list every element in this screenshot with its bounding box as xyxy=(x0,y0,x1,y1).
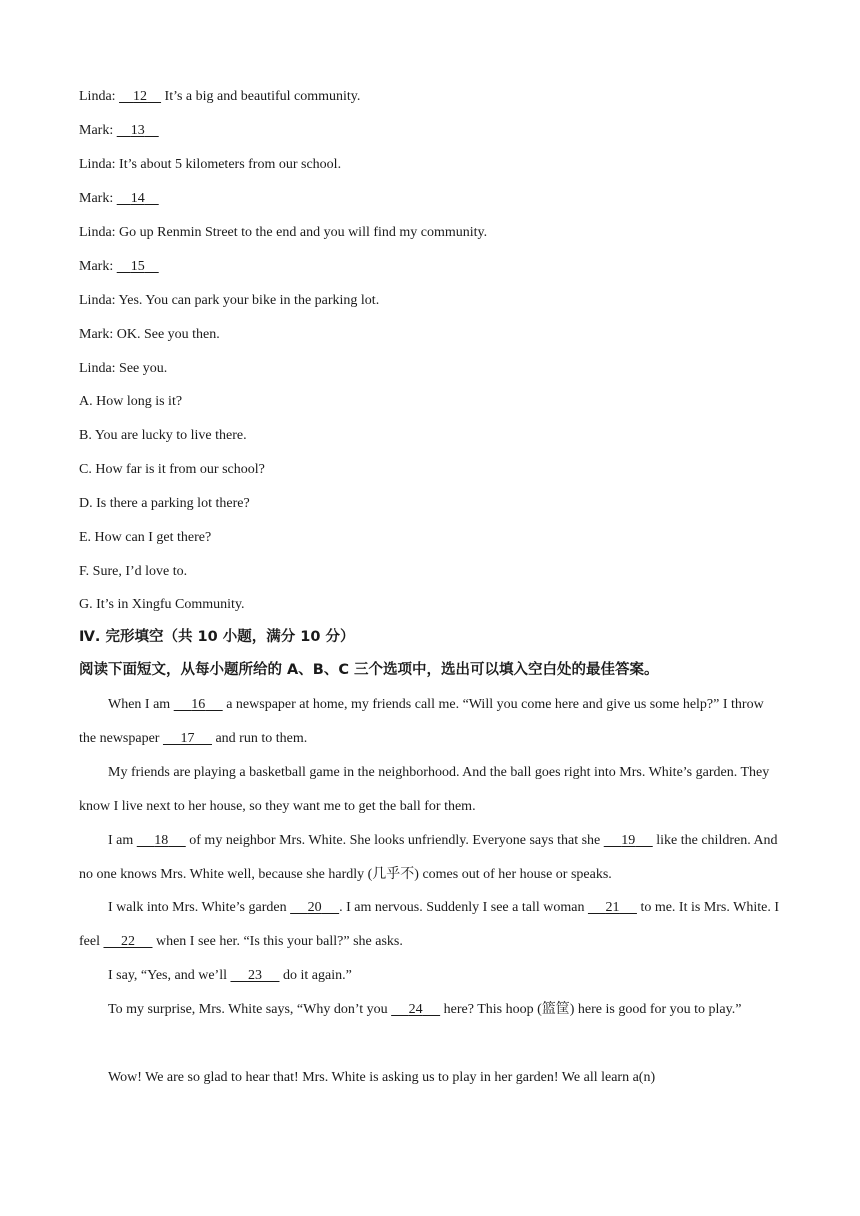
dialogue-line xyxy=(79,190,159,208)
answer-blank: 17 xyxy=(180,731,195,746)
option-item: G. It’s in Xingfu Community. xyxy=(79,597,245,612)
dialogue-text: It’s about 5 kilometers from our school. xyxy=(119,157,342,172)
speaker: Mark: xyxy=(79,327,117,342)
option-item: E. How can I get there? xyxy=(79,530,212,545)
answer-blank: 23 xyxy=(247,968,262,983)
dialogue-text: It’s a big and beautiful community. xyxy=(161,89,361,104)
speaker: Mark: xyxy=(79,123,117,138)
passage-paragraph: When I am 16 a newspaper at home, my friends call me. “Will you come here and give us some help?” I throw the newspaper 17 and run to them. xyxy=(79,697,764,746)
passage-paragraph: Wow! We are so glad to hear that! Mrs. White is asking us to play in her garden! We all learn a(n) xyxy=(108,1070,656,1085)
passage-paragraph: I walk into Mrs. White’s garden 20 . I am nervous. Suddenly I see a tall woman 21 to me. It is Mrs. White. I feel 22 when I see her. “Is this your ball?” she asks. xyxy=(79,900,779,949)
option-item: C. How far is it from our school? xyxy=(79,462,265,477)
answer-blank: 19 xyxy=(621,833,636,848)
speaker: Linda: xyxy=(79,293,119,308)
answer-blank: 20 xyxy=(307,900,322,915)
option-item: B. You are lucky to live there. xyxy=(79,428,247,443)
dialogue-text: OK. See you then. xyxy=(116,327,220,342)
answer-blank: 16 xyxy=(191,697,206,712)
passage-paragraph: To my surprise, Mrs. White says, “Why don’t you 24 here? This hoop (篮筐) here is good for you to play.” xyxy=(108,1002,742,1017)
dialogue-line xyxy=(79,292,379,310)
answer-blank: 13 xyxy=(130,123,145,138)
option-item: F. Sure, I’d love to. xyxy=(79,564,188,579)
option-item: A. How long is it? xyxy=(79,394,183,409)
dialogue-line xyxy=(79,224,487,242)
speaker: Mark: xyxy=(79,259,117,274)
dialogue-line xyxy=(79,360,167,378)
dialogue-line xyxy=(79,122,159,140)
answer-blank: 18 xyxy=(154,833,169,848)
speaker: Linda: xyxy=(79,157,120,172)
answer-blank: 15 xyxy=(130,259,145,274)
dialogue-text: See you. xyxy=(119,361,168,376)
dialogue-text: Go up Renmin Street to the end and you will find my community. xyxy=(119,225,488,240)
section-title: Ⅳ. 完形填空（共 10 小题，满分 10 分） xyxy=(79,629,355,645)
section-instruction: 阅读下面短文，从每小题所给的 A、B、C 三个选项中，选出可以填入空白处的最佳答案。 xyxy=(79,662,659,678)
dialogue-text: Yes. You can park your bike in the parking lot. xyxy=(118,293,380,308)
speaker: Linda: xyxy=(79,361,120,376)
answer-blank: 21 xyxy=(605,900,620,915)
speaker: Mark: xyxy=(79,191,117,206)
dialogue-line xyxy=(79,326,220,344)
passage-paragraph: I am 18 of my neighbor Mrs. White. She looks unfriendly. Everyone says that she 19 like the children. And no one knows Mrs. White well, because she hardly (几乎不) comes out of her house or speaks. xyxy=(79,833,778,882)
dialogue-line xyxy=(79,156,341,174)
passage-paragraph: My friends are playing a basketball game in the neighborhood. And the ball goes right into Mrs. White’s garden. They know I live next to her house, so they want me to get the ball for them. xyxy=(79,765,770,814)
answer-blank: 14 xyxy=(130,191,145,206)
passage-paragraph: I say, “Yes, and we’ll 23 do it again.” xyxy=(108,968,352,983)
answer-blank: 22 xyxy=(120,934,135,949)
answer-blank: 12 xyxy=(133,89,148,104)
option-item: D. Is there a parking lot there? xyxy=(79,496,250,511)
dialogue-line xyxy=(79,88,360,106)
speaker: Linda: xyxy=(79,225,120,240)
dialogue-line xyxy=(79,258,159,276)
speaker: Linda: xyxy=(79,89,120,104)
answer-blank: 24 xyxy=(408,1002,423,1017)
